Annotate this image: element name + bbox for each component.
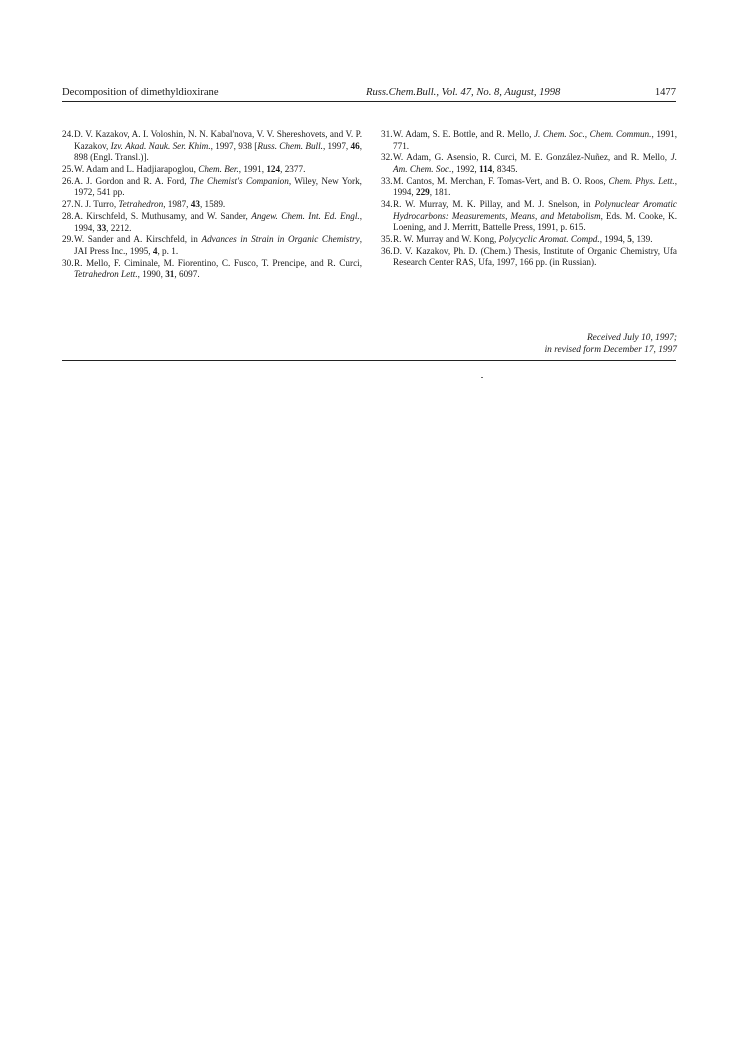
- end-rule: [62, 360, 676, 361]
- reference-item: [62, 199, 362, 211]
- reference-item: [381, 129, 677, 152]
- reference-text: D. V. Kazakov, A. I. Voloshin, N. N. Kabal'nova, V. V. Shereshovets, and V. P. Kazakov, Izv. Akad. Nauk. Ser. Khim., 1997, 938 [Russ. Chem. Bull., 1997, 46, 898 (Engl. Transl.)].: [74, 129, 363, 163]
- reference-item: [381, 152, 677, 175]
- reference-item: [381, 246, 677, 269]
- speck: [481, 377, 483, 378]
- running-header: [62, 86, 676, 100]
- reference-number: 25.: [62, 163, 74, 174]
- reference-item: [62, 234, 362, 257]
- reference-item: [381, 234, 677, 246]
- reference-item: [62, 164, 362, 176]
- reference-number: 28.: [62, 210, 74, 221]
- reference-item: [62, 258, 362, 281]
- reference-number: 36.: [381, 245, 393, 256]
- references-column-right: [381, 129, 677, 269]
- reference-text: M. Cantos, M. Merchan, F. Tomas-Vert, and B. O. Roos, Chem. Phys. Lett., 1994, 229, 181.: [393, 175, 677, 198]
- reference-text: N. J. Turro, Tetrahedron, 1987, 43, 1589.: [74, 199, 226, 210]
- reference-item: [62, 211, 362, 234]
- reference-number: 26.: [62, 175, 74, 186]
- reference-item: [62, 129, 362, 164]
- reference-item: [381, 199, 677, 234]
- reference-text: R. W. Murray and W. Kong, Polycyclic Aromat. Compd., 1994, 5, 139.: [393, 234, 653, 245]
- received-date: Received July 10, 1997;: [586, 333, 677, 343]
- reference-text: R. W. Murray, M. K. Pillay, and M. J. Snelson, in Polynuclear Aromatic Hydrocarbons: Measurements, Means, and Metabolism, Eds. M. Cooke, K. Loening, and J. Merritt, Battelle Press, 1991, p. 615.: [393, 199, 677, 233]
- reference-text: D. V. Kazakov, Ph. D. (Chem.) Thesis, Institute of Organic Chemistry, Ufa Research Center RAS, Ufa, 1997, 166 pp. (in Russian).: [393, 245, 677, 268]
- revised-date: in revised form December 17, 1997: [544, 344, 677, 355]
- reference-number: 34.: [381, 199, 393, 210]
- reference-text: W. Adam, S. E. Bottle, and R. Mello, J. Chem. Soc., Chem. Commun., 1991, 771.: [393, 129, 677, 151]
- page-number: 1477: [654, 87, 676, 98]
- header-journal: Russ.Chem.Bull., Vol. 47, No. 8, August, 1998: [366, 87, 561, 98]
- reference-text: W. Sander and A. Kirschfeld, in Advances in Strain in Organic Chemistry, JAI Press Inc., 1995, 4, p. 1.: [74, 234, 363, 256]
- reference-number: 27.: [62, 199, 74, 210]
- reference-number: 31.: [381, 129, 393, 139]
- reference-number: 32.: [381, 152, 393, 163]
- reference-number: 30.: [62, 257, 74, 268]
- reference-number: 24.: [62, 129, 74, 139]
- reference-text: W. Adam and L. Hadjiarapoglou, Chem. Ber., 1991, 124, 2377.: [74, 163, 306, 174]
- reference-number: 33.: [381, 175, 393, 186]
- references-column-left: [62, 129, 362, 281]
- header-title: Decomposition of dimethyldioxirane: [62, 87, 219, 98]
- received-dates: [381, 333, 677, 357]
- reference-text: A. Kirschfeld, S. Muthusamy, and W. Sander, Angew. Chem. Int. Ed. Engl., 1994, 33, 2212.: [74, 210, 362, 233]
- header-rule: [62, 101, 676, 102]
- reference-text: A. J. Gordon and R. A. Ford, The Chemist's Companion, Wiley, New York, 1972, 541 pp.: [74, 175, 362, 198]
- reference-item: [381, 176, 677, 199]
- reference-number: 35.: [381, 234, 393, 245]
- reference-number: 29.: [62, 234, 74, 245]
- reference-item: [62, 176, 362, 199]
- reference-text: W. Adam, G. Asensio, R. Curci, M. E. González-Nuñez, and R. Mello, J. Am. Chem. Soc., 1992, 114, 8345.: [393, 152, 677, 174]
- reference-text: R. Mello, F. Ciminale, M. Fiorentino, C. Fusco, T. Prencipe, and R. Curci, Tetrahedron Lett., 1990, 31, 6097.: [74, 257, 362, 280]
